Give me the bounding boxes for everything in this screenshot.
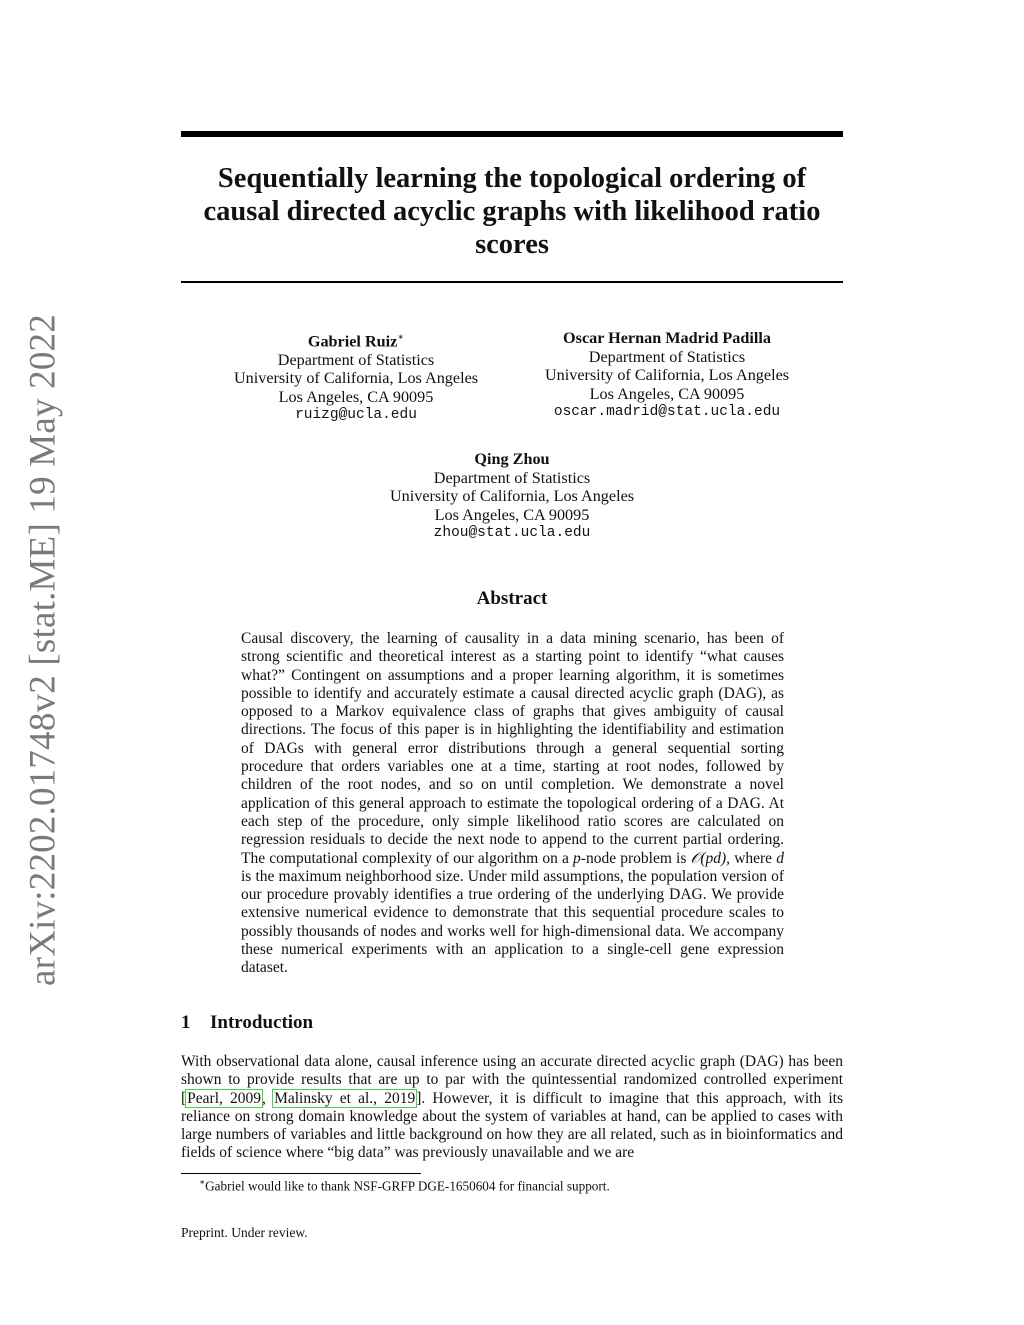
preprint-notice: Preprint. Under review. [181,1225,308,1240]
abstract-text: Causal discovery, the learning of causality in a data mining scenario, has been of strong scientific and theoretical interest as a starting point to identify “what causes what?” Contingent on assumptions and a proper learning algorithm, it is sometimes possible to identify and accurately estimate a causal directed acyclic graph (DAG), as opposed to a Markov equivalence class of graphs that gives ambiguity of causal directions. The focus of this paper is in highlighting the identifiability and estimation of DAGs with general error distributions through a general sequential sorting procedure that orders variables one at a time, starting at root nodes, followed by children of the root nodes, and so on until completion. We demonstrate a novel application of this general approach to estimate the topological ordering of a DAG. At each step of the procedure, only simple likelihood ratio scores are calculated on regression residuals to decide the next node to append to the current partial ordering. The computational complexity of our algorithm on a p-node problem is 𝒪(pd), where d is the maximum neighborhood size. Under mild assumptions, the population version of our procedure provably identifies a true ordering of the underlying DAG. We provide extensive numerical evidence to demonstrate that this sequential procedure scales to possibly thousands of nodes and works well for high-dimensional data. We accompany these numerical experiments with an application to a single-cell gene expression dataset. [241,630,784,977]
footnote: ∗Gabriel would like to thank NSF-GRFP DGE-1650604 for financial support. [199,1177,610,1194]
author-university: University of California, Los Angeles [233,369,479,388]
abstract-heading: Abstract [476,588,548,609]
author-block [221,329,491,425]
author-email[interactable]: oscar.madrid@stat.ucla.edu [553,404,781,420]
title-top-rule [181,131,843,137]
author-department: Department of Statistics [277,350,435,369]
author-city: Los Angeles, CA 90095 [589,384,745,403]
section-heading-introduction: 1 Introduction [181,1012,314,1033]
author-city: Los Angeles, CA 90095 [434,505,590,524]
author-name: Gabriel Ruiz∗ [307,332,405,351]
author-university: University of California, Los Angeles [389,487,635,505]
paper-title: Sequentially learning the topological ordering of causal directed acyclic graphs with likelihood ratio scores [203,163,821,260]
author-university: University of California, Los Angeles [544,366,790,384]
author-email[interactable]: ruizg@ucla.edu [295,407,417,424]
citation-link[interactable]: Pearl, 2009 [187,1089,262,1107]
author-city: Los Angeles, CA 90095 [278,387,434,406]
introduction-text: With observational data alone, causal inference using an accurate directed acyclic graph (DAG) has been shown to provide results that are up to par with the quintessential randomized controlled experiment [Pearl, 2009, Malinsky et al., 2019]. However, it is difficult to imagine that this approach, with its reliance on strong domain knowledge about the system of variables at hand, can be applied to cases with large numbers of variables and little background on how they are all related, such as in bioinformatics and fields of science where “big data” was previously unavailable and we are [181,1053,844,1162]
author-department: Department of Statistics [588,347,746,366]
citation-link[interactable]: Malinsky et al., 2019 [274,1089,416,1107]
author-block [527,329,807,422]
author-block [371,450,653,543]
author-email[interactable]: zhou@stat.ucla.edu [433,525,591,541]
author-name: Qing Zhou [474,450,550,468]
arxiv-identifier: arXiv:2202.01748v2 [stat.ME] 19 May 2022 [22,314,64,986]
author-name: Oscar Hernan Madrid Padilla [563,329,771,347]
title-bottom-rule [181,281,843,283]
author-department: Department of Statistics [433,468,591,487]
arxiv-sidebar [18,314,68,986]
footnote-rule [181,1173,421,1174]
